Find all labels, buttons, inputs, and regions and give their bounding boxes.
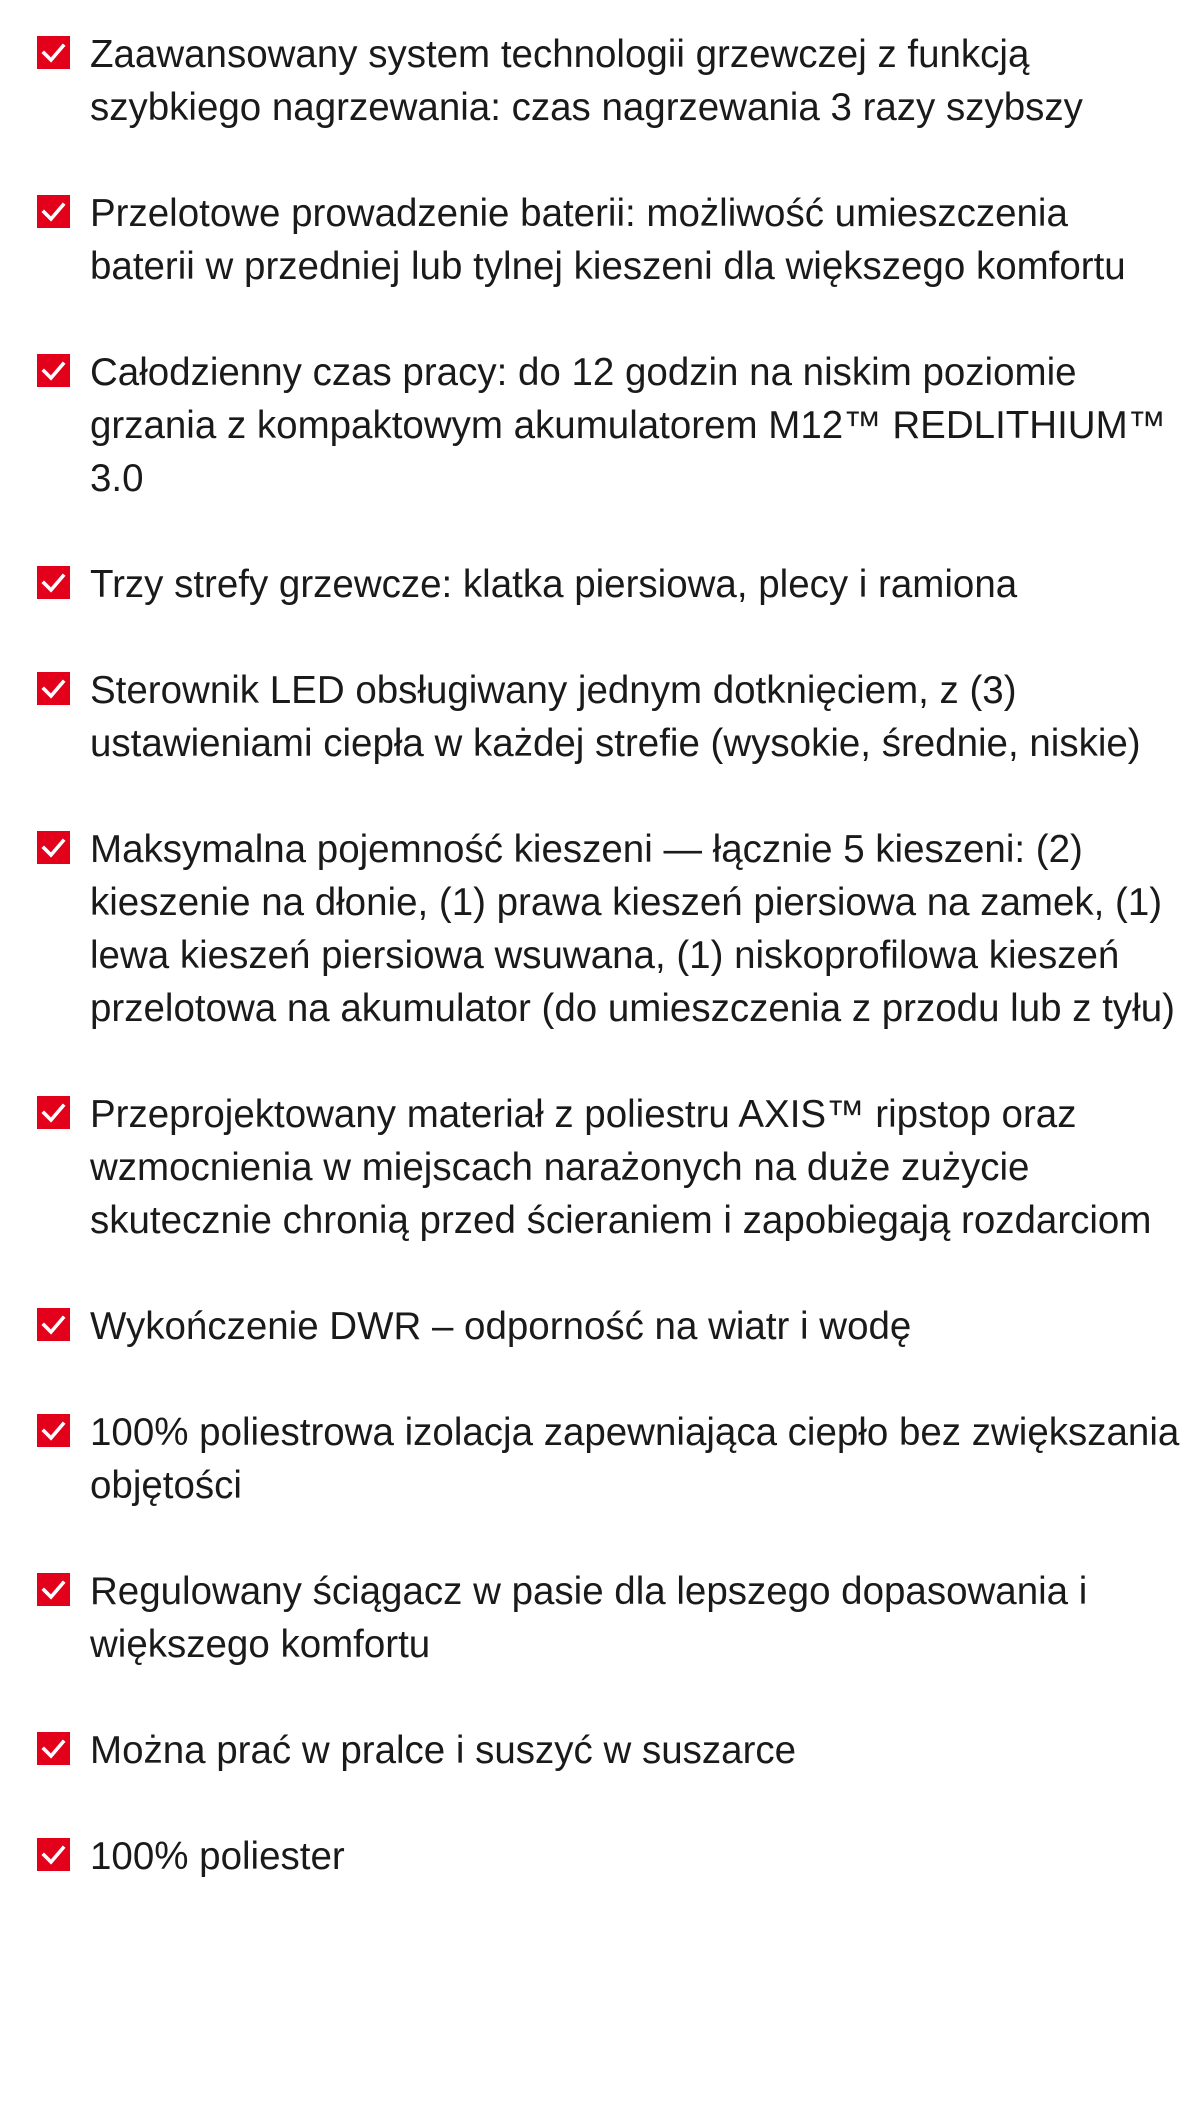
checkbox-checked-icon [37,1732,70,1765]
list-item [0,1300,1200,1353]
list-item-text: Maksymalna pojemność kieszeni — łącznie 5 kieszeni: (2) kieszenie na dłonie, (1) prawa kieszeń piersiowa na zamek, (1) lewa kieszeń piersiowa wsuwana, (1) niskoprofilowa kieszeń przelotowa na akumulator (do umieszczenia z przodu lub z tyłu) [90,828,1175,1030]
list-item [0,558,1200,611]
checkbox-checked-icon [37,1838,70,1871]
list-item-text: Wykończenie DWR – odporność na wiatr i wodę [90,1305,912,1348]
checkbox-checked-icon [37,354,70,387]
checkbox-checked-icon [37,1414,70,1447]
list-item-text: Trzy strefy grzewcze: klatka piersiowa, plecy i ramiona [90,563,1018,606]
checkbox-checked-icon [37,1573,70,1606]
checkbox-checked-icon [37,1096,70,1129]
checkbox-checked-icon [37,672,70,705]
list-item [0,1565,1200,1671]
list-item-text: Regulowany ściągacz w pasie dla lepszego dopasowania i większego komfortu [90,1570,1088,1666]
list-item-text: 100% poliestrowa izolacja zapewniająca ciepło bez zwiększania objętości [90,1411,1180,1507]
checkbox-checked-icon [37,831,70,864]
list-item-text: Przeprojektowany materiał z poliestru AXIS™ ripstop oraz wzmocnienia w miejscach narażonych na duże zużycie skutecznie chronią przed ścieraniem i zapobiegają rozdarciom [90,1093,1152,1242]
list-item-text: Całodzienny czas pracy: do 12 godzin na niskim poziomie grzania z kompaktowym akumulatorem M12™ REDLITHIUM™ 3.0 [90,351,1167,500]
list-item-text: Można prać w pralce i suszyć w suszarce [90,1729,797,1772]
list-item [0,1830,1200,1883]
checkbox-checked-icon [37,1308,70,1341]
checkbox-checked-icon [37,566,70,599]
list-item [0,823,1200,1035]
list-item [0,28,1200,134]
list-item [0,1406,1200,1512]
list-item-text: Przelotowe prowadzenie baterii: możliwość umieszczenia baterii w przedniej lub tylnej kieszeni dla większego komfortu [90,192,1126,288]
list-item-text: Zaawansowany system technologii grzewczej z funkcją szybkiego nagrzewania: czas nagrzewania 3 razy szybszy [90,33,1083,129]
list-item [0,346,1200,505]
list-item [0,664,1200,770]
checkbox-checked-icon [37,195,70,228]
list-item-text: 100% poliester [90,1835,345,1878]
checkbox-checked-icon [37,36,70,69]
list-item [0,1088,1200,1247]
list-item [0,187,1200,293]
list-item [0,1724,1200,1777]
list-item-text: Sterownik LED obsługiwany jednym dotknięciem, z (3) ustawieniami ciepła w każdej strefie (wysokie, średnie, niskie) [90,669,1141,765]
